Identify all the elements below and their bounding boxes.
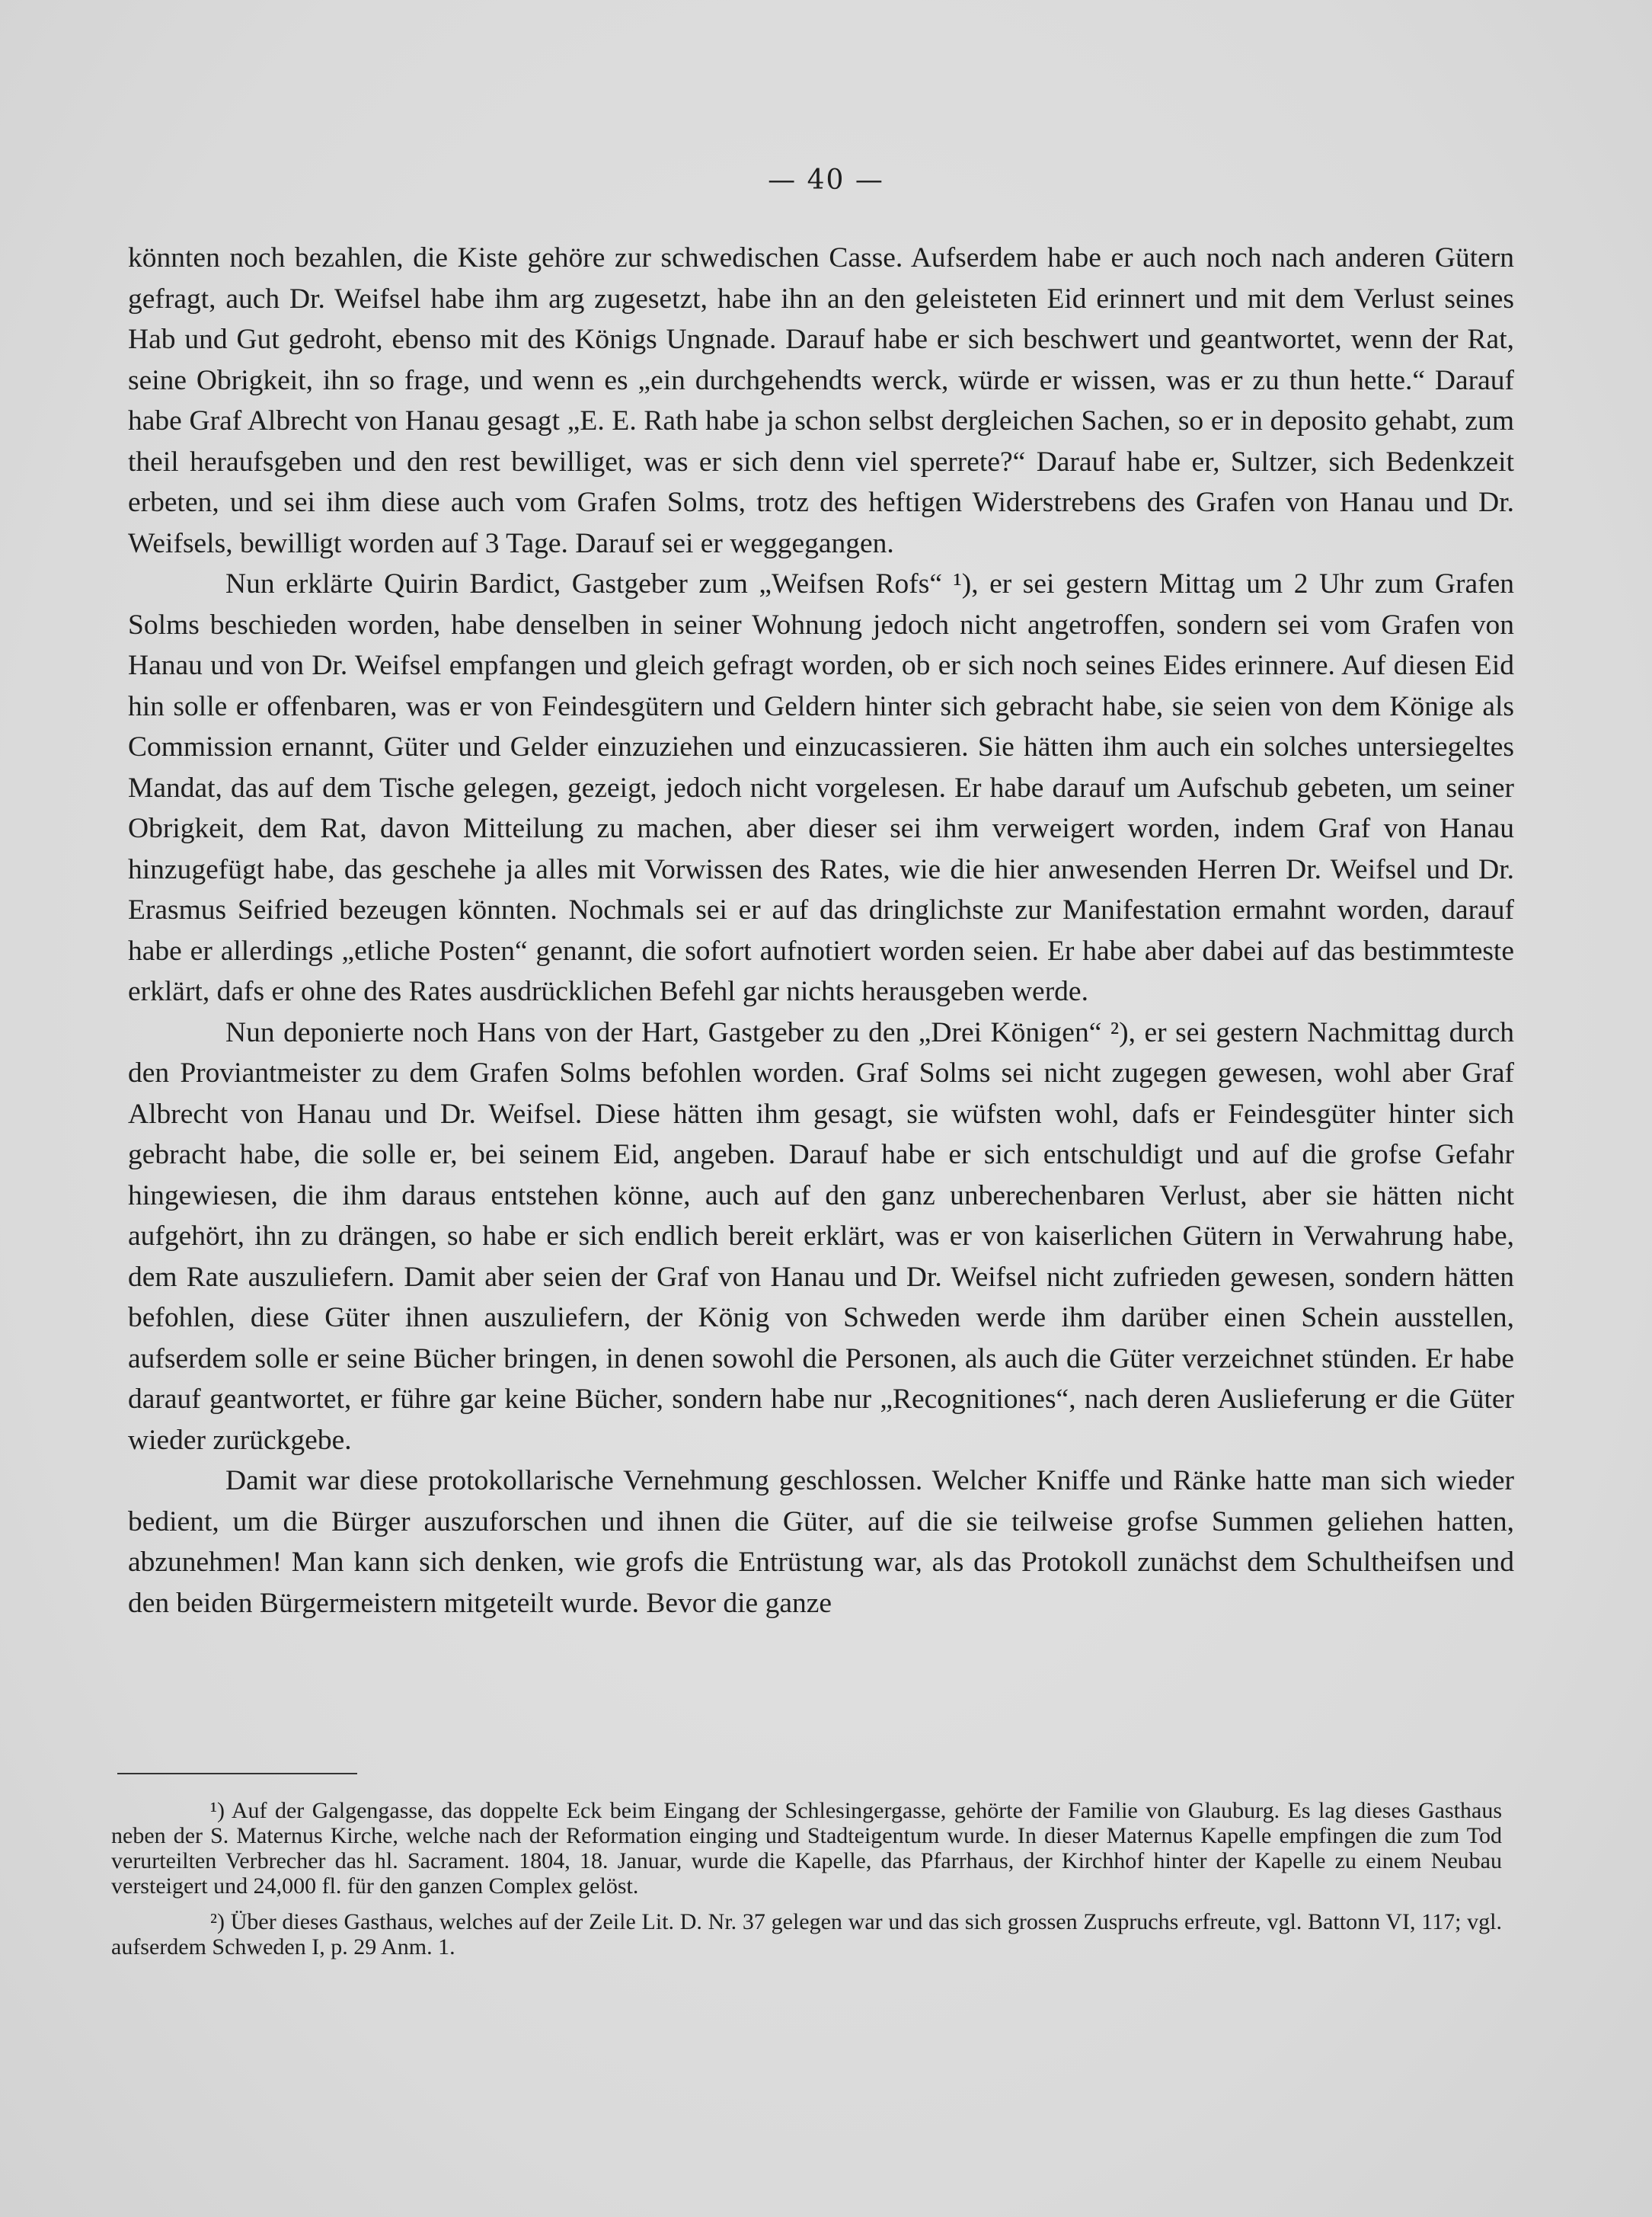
main-text xyxy=(128,238,1514,1624)
page-number: — 40 — xyxy=(768,165,884,196)
footnote-2: ²) Über dieses Gasthaus, welches auf der Zeile Lit. D. Nr. 37 gelegen war und das sich grossen Zuspruchs erfreute, vgl. Battonn VI, 117; vgl. aufserdem Schweden I, p. 29 Anm. 1. xyxy=(111,1909,1502,1959)
footnotes xyxy=(111,1798,1502,1970)
footnote-divider xyxy=(117,1773,357,1774)
footnote-1: ¹) Auf der Galgengasse, das doppelte Eck beim Eingang der Schlesingergasse, gehörte der Familie von Glauburg. Es lag dieses Gasthaus neben der S. Maternus Kirche, welche nach der Reformation einging und Stadteigentum wurde. In dieser Maternus Kapelle empfingen die zum Tod verurteilten Verbrecher das hl. Sacrament. 1804, 18. Januar, wurde die Kapelle, das Pfarrhaus, der Kirchhof hinter der Kapelle zu einem Neubau versteigert und 24,000 fl. für den ganzen Complex gelöst. xyxy=(111,1798,1502,1899)
paragraph-hart: Nun deponierte noch Hans von der Hart, Gastgeber zu den „Drei Königen“ ²), er sei gestern Nachmittag durch den Proviantmeister zu dem Grafen Solms befohlen worden. Graf Solms sei nicht zugegen gewesen, wohl aber Graf Albrecht von Hanau und Dr. Weifsel. Diese hätten ihm gesagt, sie wüfsten wohl, dafs er Feindesgüter hinter sich gebracht habe, die solle er, bei seinem Eid, angeben. Darauf habe er sich entschuldigt und auf die grofse Gefahr hingewiesen, die ihm daraus entstehen könne, auch auf den ganz unberechenbaren Verlust, aber sie hätten nicht aufgehört, ihn zu drängen, so habe er sich endlich bereit erklärt, was er von kaiserlichen Gütern in Verwahrung habe, dem Rate auszuliefern. Damit aber seien der Graf von Hanau und Dr. Weifsel nicht zufrieden gewesen, sondern hätten befohlen, diese Güter ihnen auszuliefern, der König von Schweden werde ihm darüber einen Schein ausstellen, aufserdem solle er seine Bücher bringen, in denen sowohl die Personen, als auch die Güter verzeichnet stünden. Er habe darauf geantwortet, er führe gar keine Bücher, sondern habe nur „Recognitiones“, nach deren Auslieferung er die Güter wieder zurückgebe. xyxy=(128,1016,1514,1456)
paragraph-bardict: Nun erklärte Quirin Bardict, Gastgeber zum „Weifsen Rofs“ ¹), er sei gestern Mittag um 2 Uhr zum Grafen Solms beschieden worden, habe denselben in seiner Wohnung jedoch nicht angetroffen, sondern sei vom Grafen von Hanau und von Dr. Weifsel empfangen und gleich gefragt worden, ob er sich noch seines Eides erinnere. Auf diesen Eid hin solle er offenbaren, was er von Feindesgütern und Geldern hinter sich gebracht habe, sie seien von dem Könige als Commission ernannt, Güter und Gelder einzuziehen und einzucassieren. Sie hätten ihm auch ein solches untersiegeltes Mandat, das auf dem Tische gelegen, gezeigt, jedoch nicht vorgelesen. Er habe darauf um Aufschub gebeten, um seiner Obrigkeit, dem Rat, davon Mitteilung zu machen, aber dieser sei ihm verweigert worden, indem Graf von Hanau hinzugefügt habe, das geschehe ja alles mit Vorwissen des Rates, wie die hier anwesenden Herren Dr. Weifsel und Dr. Erasmus Seifried bezeugen könnten. Nochmals sei er auf das dringlichste zur Manifestation ermahnt worden, darauf habe er allerdings „etliche Posten“ genannt, die sofort aufnotiert worden seien. Er habe aber dabei auf das bestimmteste erklärt, dafs er ohne des Rates ausdrücklichen Befehl gar nichts herausgeben werde. xyxy=(128,568,1514,1007)
paragraph-continued: könnten noch bezahlen, die Kiste gehöre zur schwedischen Casse. Aufserdem habe er auch noch nach anderen Gütern gefragt, auch Dr. Weifsel habe ihm arg zugesetzt, habe ihn an den geleisteten Eid erinnert und mit dem Verlust seines Hab und Gut gedroht, ebenso mit des Königs Ungnade. Darauf habe er sich beschwert und geantwortet, wenn der Rat, seine Obrigkeit, ihn so frage, und wenn es „ein durchgehendts werck, würde er wissen, was er zu thun hette.“ Darauf habe Graf Albrecht von Hanau gesagt „E. E. Rath habe ja schon selbst dergleichen Sachen, so er in deposito gehabt, zum theil heraufsgeben und den rest bewilliget, was er sich denn viel sperrete?“ Darauf habe er, Sultzer, sich Bedenkzeit erbeten, und sei ihm diese auch vom Grafen Solms, trotz des heftigen Widerstrebens des Grafen von Hanau und Dr. Weifsels, bewilligt worden auf 3 Tage. Darauf sei er weggegangen. xyxy=(128,242,1514,559)
paragraph-conclusion: Damit war diese protokollarische Vernehmung geschlossen. Welcher Kniffe und Ränke hatte man sich wieder bedient, um die Bürger auszuforschen und ihnen die Güter, auf die sie teilweise grofse Summen geliehen hatten, abzunehmen! Man kann sich denken, wie grofs die Entrüstung war, als das Protokoll zunächst dem Schultheifsen und den beiden Bürgermeistern mitgeteilt wurde. Bevor die ganze xyxy=(128,1465,1514,1619)
